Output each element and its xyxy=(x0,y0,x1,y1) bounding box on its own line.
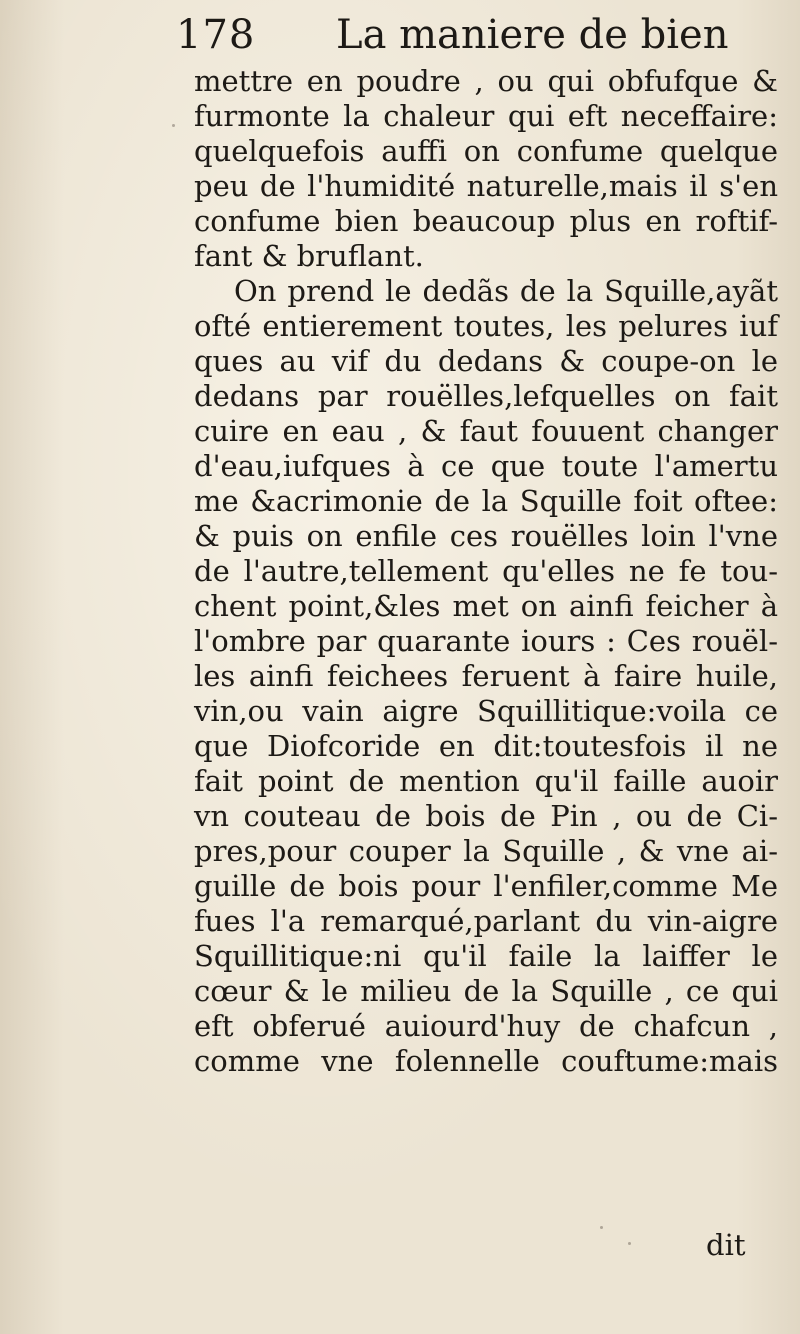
page-number: 178 xyxy=(176,12,256,58)
text-line: l'ombre par quarante iours : Ces rouël- xyxy=(194,624,778,658)
text-line: me &acrimonie de la Squille foit oftee: xyxy=(194,484,778,518)
paper-speck xyxy=(172,124,175,127)
text-line: ques au vif du dedans & coupe-on le xyxy=(194,344,778,378)
text-line: pres,pour couper la Squille , & vne ai- xyxy=(194,834,778,868)
text-line: fues l'a remarqué,parlant du vin-aigre xyxy=(194,904,778,938)
text-line: confume bien beaucoup plus en roftif- xyxy=(194,204,778,238)
text-line: eft obferué auiourd'huy de chafcun , xyxy=(194,1009,778,1043)
text-line: quelquefois auffi on confume quelque xyxy=(194,134,778,168)
text-line: guille de bois pour l'enfiler,comme Me xyxy=(194,869,778,903)
text-line: ofté entierement toutes, les pelures iuf xyxy=(194,309,778,343)
text-line: vn couteau de bois de Pin , ou de Ci- xyxy=(194,799,778,833)
text-line: cœur & le milieu de la Squille , ce qui xyxy=(194,974,778,1008)
running-head xyxy=(0,8,800,68)
text-line: fant & bruflant. xyxy=(194,239,424,273)
text-line: de l'autre,tellement qu'elles ne fe tou- xyxy=(194,554,778,588)
text-line: chent point,&les met on ainfi feicher à xyxy=(194,589,778,623)
text-line: cuire en eau , & faut fouuent changer xyxy=(194,414,778,448)
catchword: dit xyxy=(706,1228,746,1262)
text-line: dedans par rouëlles,lefquelles on fait xyxy=(194,379,778,413)
text-line: que Diofcoride en dit:toutesfois il ne xyxy=(194,729,778,763)
text-line: fait point de mention qu'il faille auoir xyxy=(194,764,778,798)
paper-speck xyxy=(628,1242,631,1245)
paper-speck xyxy=(600,1226,603,1229)
text-line: Squillitique:ni qu'il faile la laiffer le xyxy=(194,939,778,973)
body-text xyxy=(194,64,778,1079)
text-line: d'eau,iufques à ce que toute l'amertu xyxy=(194,449,778,483)
text-line: comme vne folennelle couftume:mais xyxy=(194,1044,778,1078)
running-title: La maniere de bien xyxy=(336,12,729,58)
text-line: On prend le dedãs de la Squille,ayãt xyxy=(234,274,778,308)
text-line: furmonte la chaleur qui eft neceffaire: xyxy=(194,99,778,133)
text-line: & puis on enfile ces rouëlles loin l'vne xyxy=(194,519,778,553)
text-line: les ainfi feichees feruent à faire huile, xyxy=(194,659,778,693)
text-line: peu de l'humidité naturelle,mais il s'en xyxy=(194,169,778,203)
text-line: vin,ou vain aigre Squillitique:voila ce xyxy=(194,694,778,728)
text-line: mettre en poudre , ou qui obfufque & xyxy=(194,64,778,98)
